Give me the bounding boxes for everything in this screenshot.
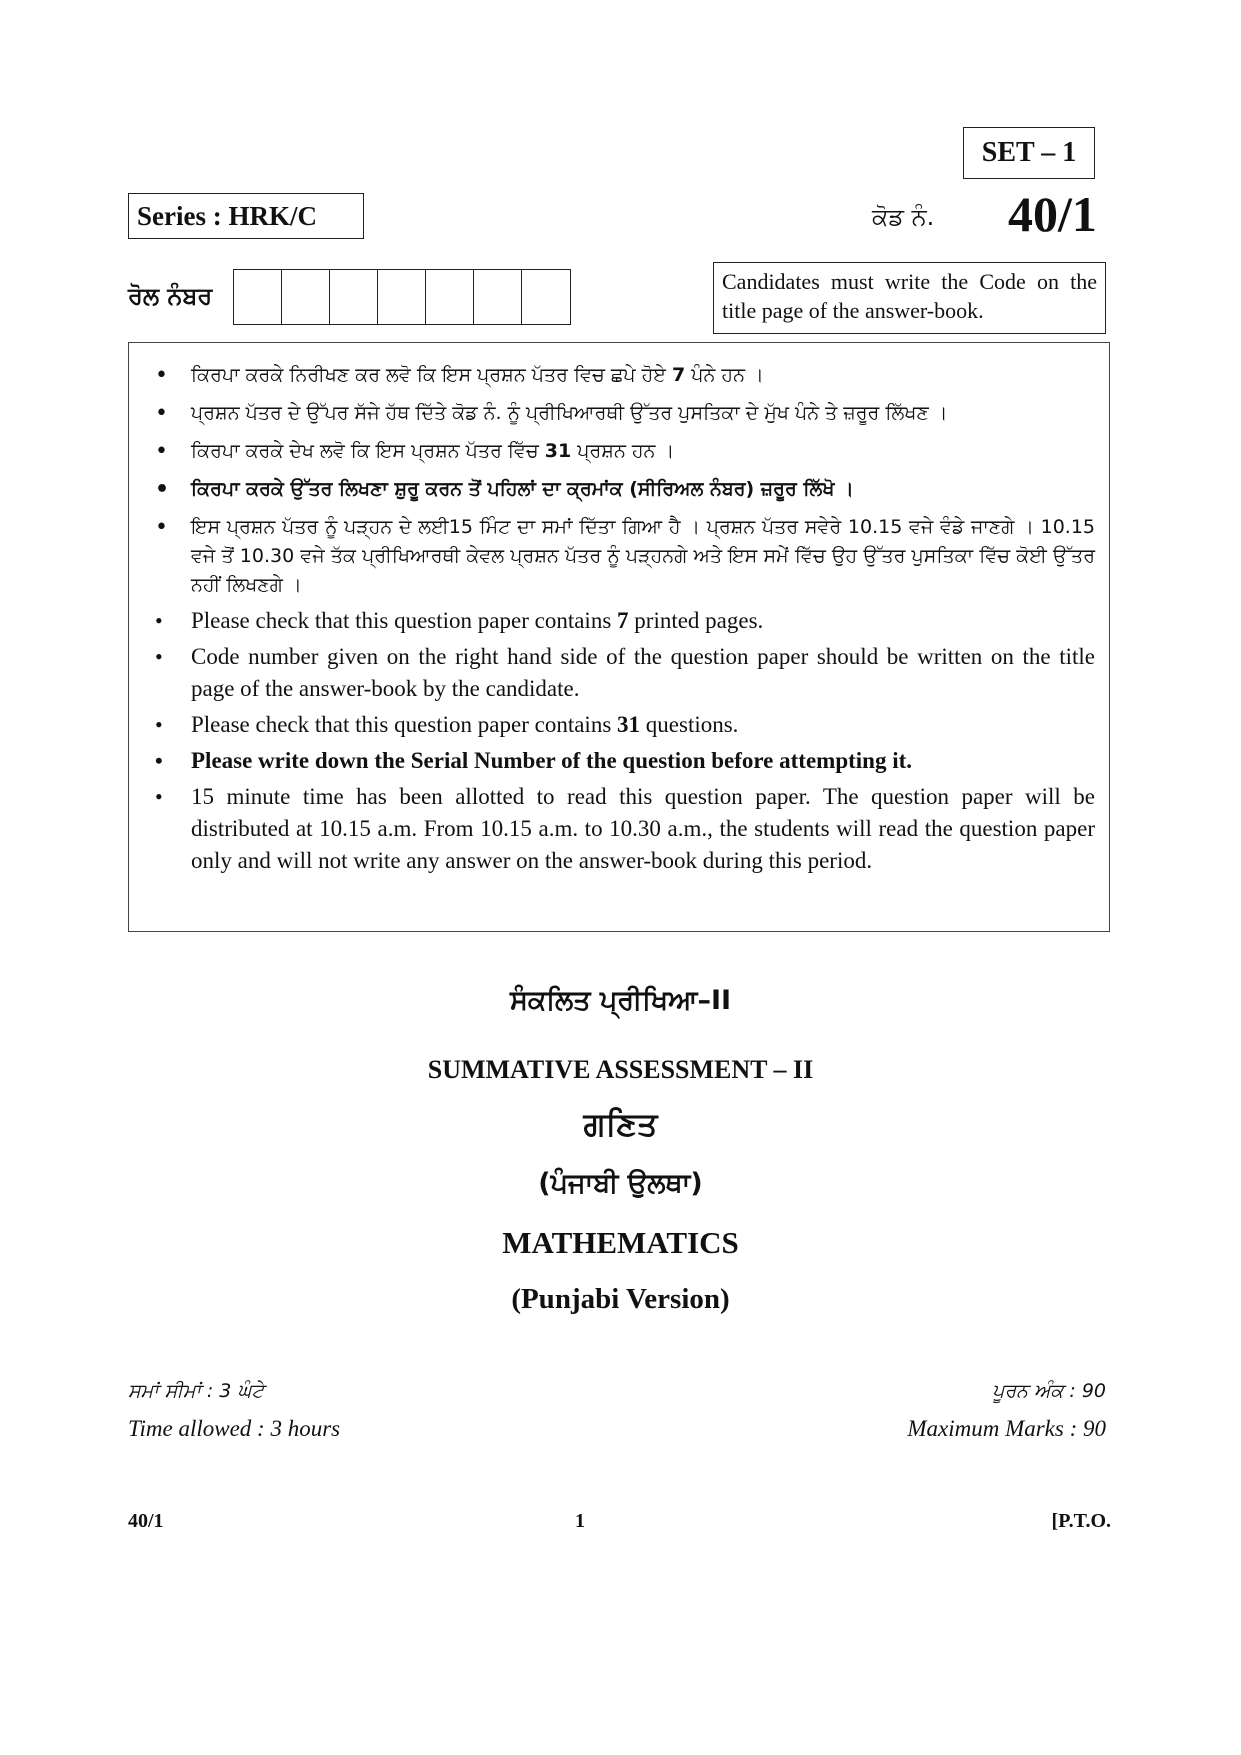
roll-number-cell[interactable] — [522, 270, 570, 324]
time-allowed-english: Time allowed : 3 hours — [128, 1416, 341, 1441]
max-marks-punjabi: ਪੂਰਨ ਅੰਕ : 90 — [992, 1380, 1106, 1402]
version-english: (Punjabi Version) — [511, 1283, 730, 1315]
instructions-box — [128, 342, 1110, 932]
assessment-title-punjabi: ਸੰਕਲਿਤ ਪ੍ਰੀਖਿਆ–II — [509, 985, 732, 1016]
code-label: ਕੋਡ ਨੰ. — [872, 203, 935, 231]
version-punjabi: (ਪੰਜਾਬੀ ਉਲਥਾ) — [538, 1168, 703, 1199]
roll-number-cell[interactable] — [426, 270, 474, 324]
set-number: SET – 1 — [963, 127, 1095, 179]
instruction-item: • ਕਿਰਪਾ ਕਰਕੇ ਉੱਤਰ ਲਿਖਣਾ ਸ਼ੁਰੂ ਕਰਨ ਤੋਂ ਪਹਿਲਾਂ ਦਾ ਕ੍ਰਮਾਂਕ (ਸੀਰਿਅਲ ਨੰਬਰ) ਜ਼ਰੂਰ ਲਿੱਖੋ । — [149, 475, 1095, 504]
footer-code: 40/1 — [128, 1510, 164, 1532]
roll-number-boxes[interactable] — [233, 269, 571, 325]
roll-number-cell[interactable] — [474, 270, 522, 324]
instruction-item: • Please write down the Serial Number of the question before attempting it. — [149, 745, 1095, 777]
assessment-title-english: SUMMATIVE ASSESSMENT – II — [427, 1055, 814, 1084]
instruction-item: • Please check that this question paper contains 31 questions. — [149, 709, 1095, 741]
instruction-item: • 15 minute time has been allotted to read this question paper. The question paper will be distributed at 10.15 a.m. From 10.15 a.m. to 10.30 a.m., the students will read the question paper only and will not write any answer on the answer-book during this period. — [149, 781, 1095, 877]
page-number: 1 — [575, 1510, 585, 1532]
instruction-item: • ਇਸ ਪ੍ਰਸ਼ਨ ਪੱਤਰ ਨੂੰ ਪੜ੍ਹਨ ਦੇ ਲਈ15 ਮਿੰਟ ਦਾ ਸਮਾਂ ਦਿੱਤਾ ਗਿਆ ਹੈ । ਪ੍ਰਸ਼ਨ ਪੱਤਰ ਸਵੇਰੇ 10.15 ਵਜੇ ਵੰਡੇ ਜਾਣਗੇ । 10.15 ਵਜੇ ਤੋਂ 10.30 ਵਜੇ ਤੱਕ ਪ੍ਰੀਖਿਆਰਥੀ ਕੇਵਲ ਪ੍ਰਸ਼ਨ ਪੱਤਰ ਨੂੰ ਪੜ੍ਹਨਗੇ ਅਤੇ ਇਸ ਸਮੇਂ ਵਿੱਚ ਉਹ ਉੱਤਰ ਪੁਸਤਿਕਾ ਵਿੱਚ ਕੋਈ ਉੱਤਰ ਨਹੀਂ ਲਿਖਣਗੇ । — [149, 513, 1095, 600]
time-allowed-punjabi: ਸਮਾਂ ਸੀਮਾਂ : 3 ਘੰਟੇ — [128, 1380, 264, 1402]
instruction-item: • ਕਿਰਪਾ ਕਰਕੇ ਦੇਖ ਲਵੋ ਕਿ ਇਸ ਪ੍ਰਸ਼ਨ ਪੱਤਰ ਵਿੱਚ 31 ਪ੍ਰਸ਼ਨ ਹਨ । — [149, 437, 1095, 466]
instruction-item: • ਕਿਰਪਾ ਕਰਕੇ ਨਿਰੀਖਣ ਕਰ ਲਵੋ ਕਿ ਇਸ ਪ੍ਰਸ਼ਨ ਪੱਤਰ ਵਿਚ ਛਪੇ ਹੋਏ 7 ਪੰਨੇ ਹਨ । — [149, 361, 1095, 390]
roll-number-label: ਰੋਲ ਨੰਬਰ — [128, 282, 213, 310]
instruction-item: • Please check that this question paper contains 7 printed pages. — [149, 605, 1095, 637]
roll-number-cell[interactable] — [282, 270, 330, 324]
roll-number-cell[interactable] — [330, 270, 378, 324]
pto-label: [P.T.O. — [1051, 1510, 1111, 1532]
subject-title-punjabi: ਗਣਿਤ — [583, 1105, 658, 1143]
instruction-item: • ਪ੍ਰਸ਼ਨ ਪੱਤਰ ਦੇ ਉੱਪਰ ਸੱਜੇ ਹੱਥ ਦਿੱਤੇ ਕੋਡ ਨੰ. ਨੂੰ ਪ੍ਰੀਖਿਆਰਥੀ ਉੱਤਰ ਪੁਸਤਿਕਾ ਦੇ ਮੁੱਖ ਪੰਨੇ ਤੇ ਜ਼ਰੂਰ ਲਿੱਖਣ । — [149, 399, 1095, 428]
code-value: 40/1 — [1008, 186, 1097, 242]
instructions-punjabi — [149, 361, 1095, 600]
instructions-english — [149, 605, 1095, 877]
roll-number-cell[interactable] — [378, 270, 426, 324]
instruction-item: • Code number given on the right hand side of the question paper should be written on the title page of the answer-book by the candidate. — [149, 641, 1095, 705]
roll-number-cell[interactable] — [234, 270, 282, 324]
subject-title-english: MATHEMATICS — [502, 1225, 739, 1260]
candidate-note: Candidates must write the Code on the title page of the answer-book. — [713, 262, 1106, 334]
max-marks-english: Maximum Marks : 90 — [907, 1416, 1106, 1441]
series-label: Series : HRK/C — [128, 193, 364, 239]
